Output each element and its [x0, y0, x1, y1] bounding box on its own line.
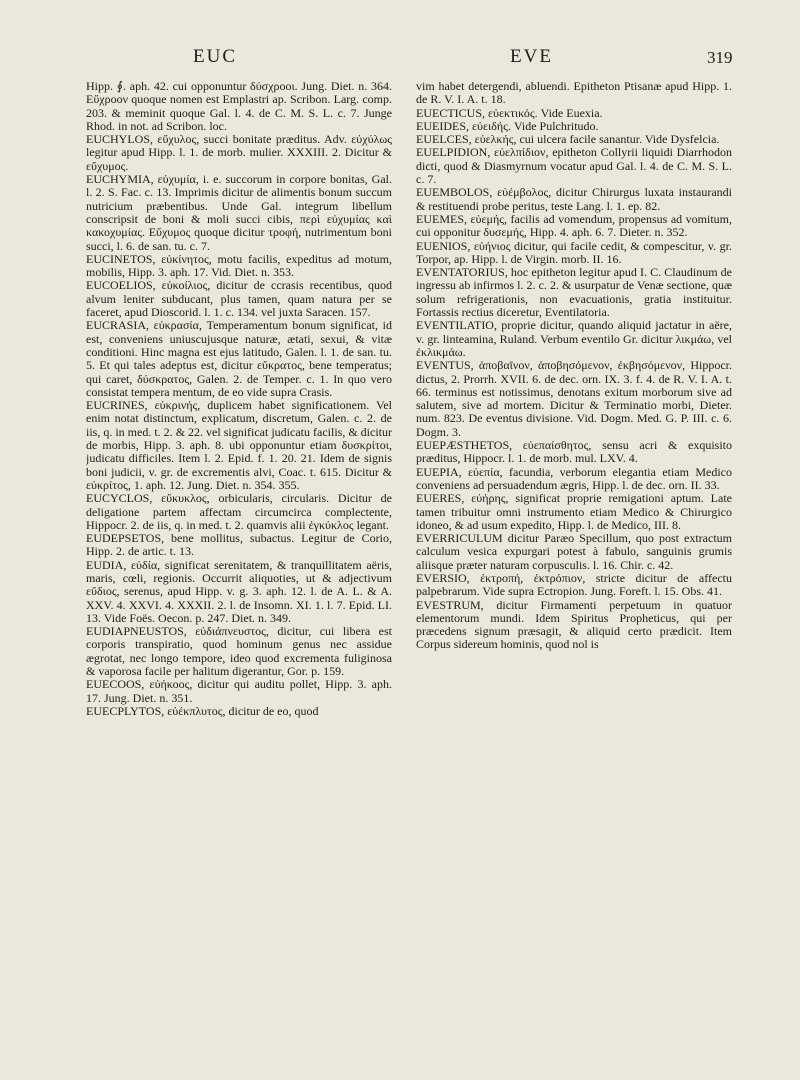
entry-paragraph: EVENTATORIUS, hoc epitheton legitur apud I. C. Claudinum de ingressu ab infirmos l. 2. c. 2. & usurpatur de Venæ sectione, quæ solum refrigerationis, non evacuationis, gratia instituitur. Fortassis rectius diceretur, Eventilatoria. — [416, 265, 732, 320]
right-column — [416, 80, 732, 1080]
entry-paragraph: EUELPIDION, εὐελπίδιον, epitheton Collyrii liquidi Diarrhodon dicti, quod & Diasmyrnum vocatur apud Gal. l. 4. de C. M. S. L. c. 7. — [416, 145, 732, 187]
left-column — [86, 80, 392, 1080]
entry-paragraph: EUECTICUS, εὐεκτικός. Vide Euexia. — [416, 105, 603, 120]
entry-paragraph: EVESTRUM, dicitur Firmamenti perpetuum in quatuor elementorum mundi. Idem Spiritus Propheticus, qui per præcedens signum præsagit, & aliquid certo prædicit. Item Corpus sidereum hominis, quod nol is — [416, 597, 732, 652]
entry-paragraph: vim habet detergendi, abluendi. Epitheton Ptisanæ apud Hipp. 1. de R. V. I. A. t. 18. — [416, 80, 732, 107]
entry-paragraph: Hipp. ∮. aph. 42. cui opponuntur δύσχροοι. Jung. Diet. n. 364. Εὔχροον quoque nomen est Emplastri ap. Scribon. Larg. comp. 203. & meminit quoque Gal. l. 4. de C. M. S. L. c. 7. Junge Rhod. in not. ad Scribon. loc. — [86, 80, 392, 133]
page-number: 319 — [707, 48, 733, 67]
running-head-right: EVE — [510, 46, 553, 67]
running-head-left: EUC — [193, 46, 237, 67]
entry-paragraph: EUCINETOS, εὐκίνητος, motu facilis, expeditus ad motum, mobilis, Hipp. 3. aph. 17. Vid. Diet. n. 353. — [86, 251, 392, 280]
running-head — [0, 46, 800, 80]
entry-paragraph: EUELCES, εὐελκής, cui ulcera facile sanantur. Vide Dysfelcia. — [416, 132, 720, 147]
entry-paragraph: EUDIAPNEUSTOS, εὐδιάπνευστος, dicitur, cui libera est corporis transpiratio, quod hominum genus nec assidue ægrotat, nec longo tempore, ideo quod excrementa fuliginosa & vaporosa facile per halitum digerantur, Gor. p. 159. — [86, 624, 392, 679]
entry-paragraph: EUCOELIOS, εὐκοίλιος, dicitur de ccrasis recentibus, quod alvum leniter subducant, plus tamen, quam natura per se faceret, apud Dioscorid. l. 1. c. 134. vel juxta Saracen. 157. — [86, 278, 392, 320]
entry-paragraph: EUEPÆSTHETOS, εὐεπαίσθητος, sensu acri & exquisito præditus, Hippocr. l. 1. de morb. mul. LXV. 4. — [416, 438, 732, 466]
entry-paragraph: EUEMBOLOS, εὐέμβολος, dicitur Chirurgus luxata instaurandi & restituendi probe peritus, teste Lang. l. 1. ep. 82. — [416, 185, 732, 213]
entry-paragraph: EUDEPSETOS, bene mollitus, subactus. Legitur de Corio, Hipp. 2. de artic. t. 13. — [86, 531, 392, 559]
entry-paragraph: EUCYCLOS, εὔκυκλος, orbicularis, circularis. Dicitur de deligatione partem affectam circumcirca complectente, Hippocr. 2. de iis, q. in med. t. 2. quamvis alii ἐγκύκλος legant. — [86, 491, 392, 532]
entry-paragraph: EUCRINES, εὐκρινής, duplicem habet significationem. Vel enim notat distinctum, explicatum, discretum, Galen. c. 2. de iis, q. in med. t. 2. & 22. vel significat judicatu facilis, & dicitur de morbis, Hipp. 3. aph. 8. ubi opponuntur etiam δυσκρίτοι, judicatu difficiles. Item l. 2. Epid. f. 1. 20. 21. Idem de signis boni judicii, v. gr. de excrementis alvi, Coac. t. 615. Dicitur & εὐκρίτος, 1. aph. 12. Jung. Diet. n. 354. 355. — [86, 398, 392, 492]
entry-paragraph: EUECPLYTOS, εὐέκπλυτος, dicitur de eo, quod — [86, 703, 319, 718]
entry-paragraph: EUECOOS, εὐήκοος, dicitur qui auditu pollet, Hipp. 3. aph. 17. Jung. Diet. n. 351. — [86, 677, 392, 705]
entry-paragraph: EUCHYLOS, εὔχυλος, succi bonitate præditus. Adv. εὐχύλως legitur apud Hipp. l. 1. de morb. mulier. XXXIII. 2. Dicitur & εὔχυμος. — [86, 132, 392, 173]
entry-paragraph: EUEIDES, εὐειδής. Vide Pulchritudo. — [416, 118, 599, 133]
entry-paragraph: EVERRICULUM dicitur Paræo Specillum, quo post extractum calculum vesica expurgari potest à fabulo, sanguinis grumis aliisque præter naturam corpusculis. l. 16. Chir. c. 42. — [416, 531, 732, 572]
entry-paragraph: EUEMES, εὐεμής, facilis ad vomendum, propensus ad vomitum, cui opponitur δυσεμής, Hipp. 4. aph. 6. 7. Dieter. n. 352. — [416, 211, 732, 240]
entry-paragraph: EUENIOS, εὐήνιος dicitur, qui facile cedit, & compescitur, v. gr. Torpor, ap. Hipp. l. de Virgin. morb. II. 16. — [416, 238, 732, 266]
entry-paragraph: EUDIA, εὐδία, significat serenitatem, & tranquillitatem aëris, maris, cœli, regionis. Occurrit aliquoties, ut & adjectivum εὔδιος, serenus, apud Hipp. v. g. 3. aph. 12. l. de A. L. & A. XXV. 4. XXVI. 4. XXXII. 2. l. de Insomn. XI. 1. l. 7. Epid. LI. 13. Vide Foës. Oecon. p. 247. Diet. n. 349. — [86, 557, 392, 625]
entry-paragraph: EUEPIA, εὐεπία, facundia, verborum elegantia etiam Medico conveniens ad persuadendum ægris, Hipp. l. de dec. orn. II. 33. — [416, 464, 732, 492]
entry-paragraph: EVENTUS, ἀποβαῖνον, ἀποβησόμενον, ἐκβησόμενον, Hippocr. dictus, 2. Prorrh. XVII. 6. de dec. orn. IX. 3. f. 4. de R. V. I. A. t. 66. terminus est notissimus, denotans exitum morborum sive ad salutem, sive ad mortem. Dicitur & Terminatio morbi, Dieter. num. 823. De eventus divisione. Vid. Dogm. Med. G. P. III. c. 6. Dogm. 3. — [416, 358, 732, 439]
entry-paragraph: EUCHYMIA, εὐχυμία, i. e. succorum in corpore bonitas, Gal. l. 2. S. Fac. c. 13. Imprimis dicitur de alimentis bonum succum nutricium præbentibus. Unde Gal. integrum libellum conscripsit de boni & moli succi cibis, περὶ εὐχυμίας καὶ κακοχυμίας. Εὔχυμος quoque dicitur τροφή, nutrimentum boni succi, l. 6. de san. tu. c. 7. — [86, 172, 392, 253]
entry-paragraph: EUERES, εὐήρης, significat proprie remigationi aptum. Late tamen tribuitur omni instrumento etiam Medico & Chirurgico idoneo, & ad usum expedito, Hipp. l. de Medico, III. 8. — [416, 491, 732, 532]
entry-paragraph: EUCRASIA, εὐκρασία, Temperamentum bonum significat, id est, conveniens uniuscujusque naturæ, ætati, sexui, & vitæ conditioni. Hinc magna est ejus latitudo, Galen. l. 1. de san. tu. 5. Et qui tales adeptus est, dicitur εὔκρατος, bene temperatus; qui caret, δύσκρατος, Galen. 2. de Temper. c. 1. In quo vero consistat tempera mentum, de eo vide supra Crasis. — [86, 318, 392, 399]
entry-paragraph: EVERSIO, ἐκτροπή, ἐκτρόπιον, stricte dicitur de affectu palpebrarum. Vide supra Ectropion. Jung. Foreft. l. 15. Obs. 41. — [416, 570, 732, 599]
entry-paragraph: EVENTILATIO, proprie dicitur, quando aliquid jactatur in aëre, v. gr. linteamina, Ruland. Verbum eventilo Gr. dicitur λικμάω, vel ἐκλικμάω. — [416, 318, 732, 359]
